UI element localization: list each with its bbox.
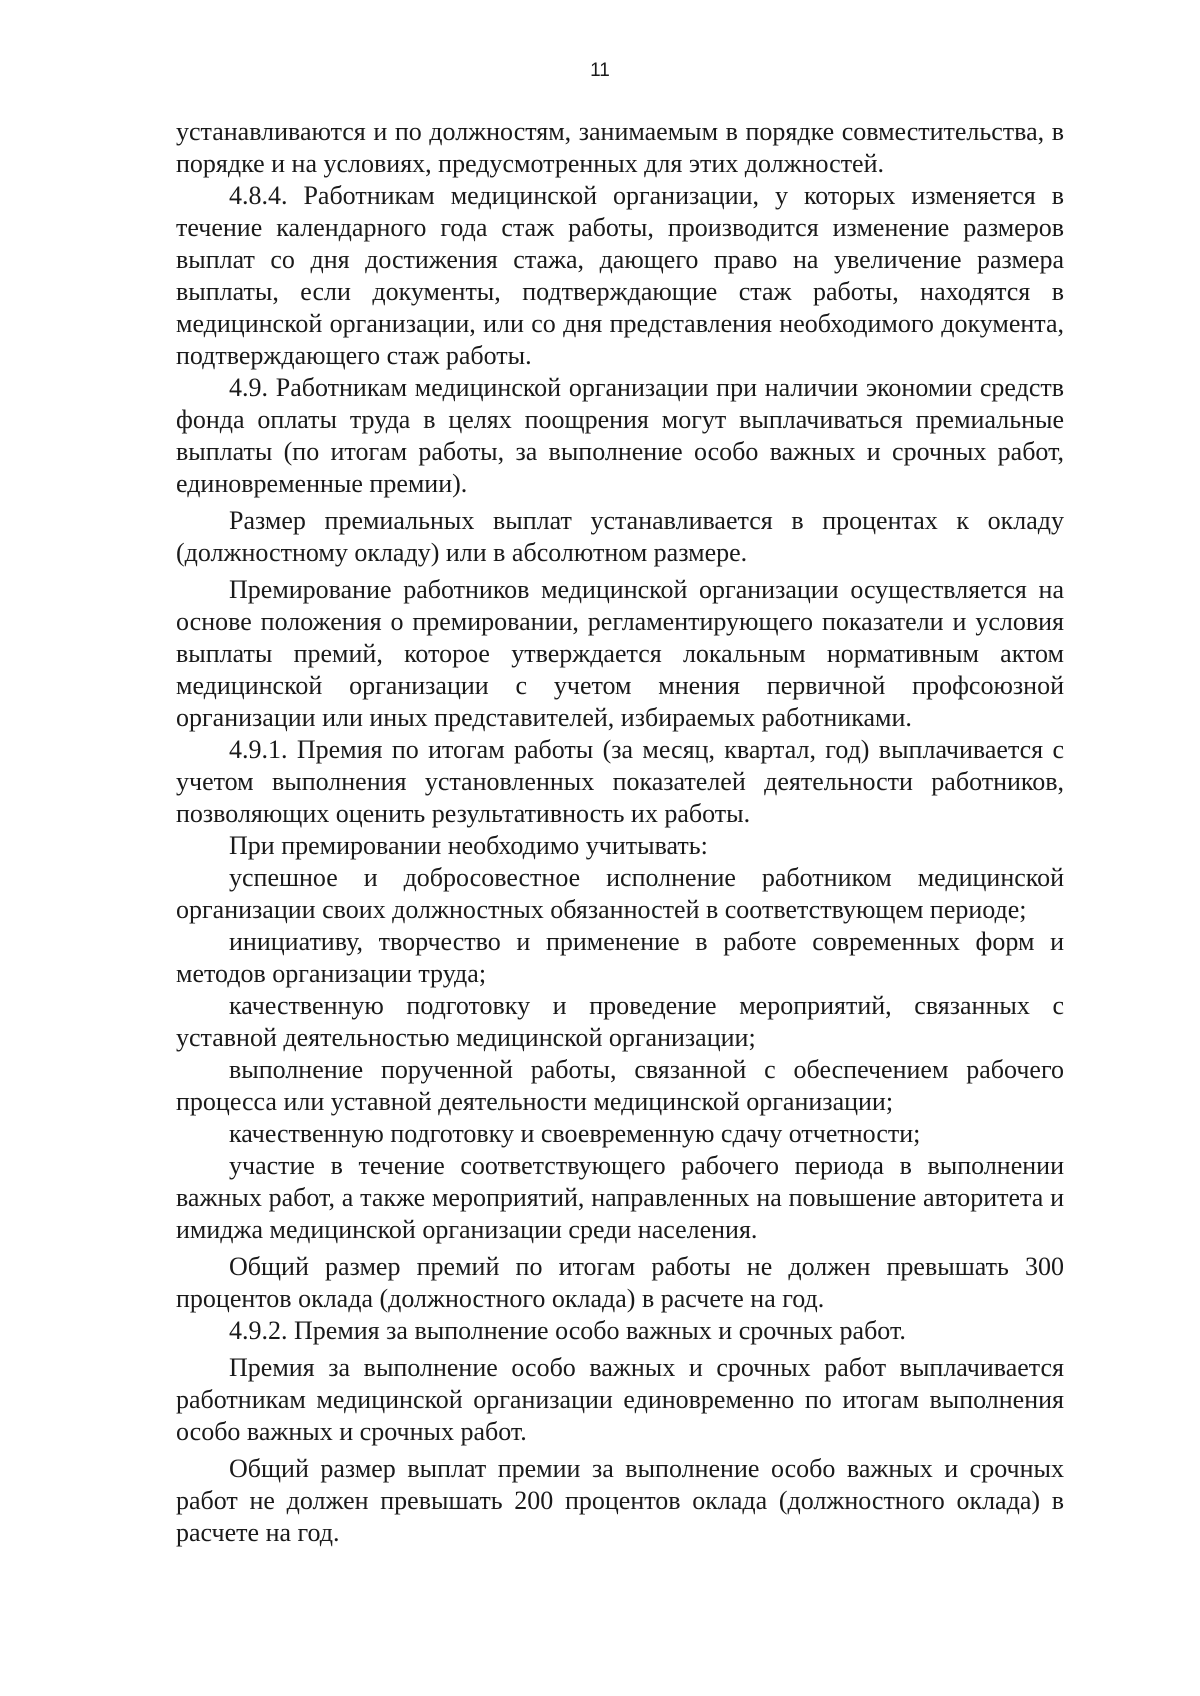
paragraph-bonus-basis: Премирование работников медицинской организации осуществляется на основе положения о премировании, регламентирующего показатели и условия выплаты премий, которое утверждается локальным нормативным актом медицинской организации с учетом мнения первичной профсоюзной организации или иных представителей, избираемых работниками. [176, 575, 1064, 732]
page-number: 11 [590, 60, 610, 81]
paragraph-continuation: устанавливаются и по должностям, занимаемым в порядке совместительства, в порядке и на условиях, предусмотренных для этих должностей. [176, 117, 1064, 178]
paragraph-4-9: 4.9. Работникам медицинской организации при наличии экономии средств фонда оплаты труда в целях поощрения могут выплачиваться премиальные выплаты (по итогам работы, за выполнение особо важных и срочных работ, единовременные премии). [176, 373, 1064, 498]
paragraph-bonus-size: Размер премиальных выплат устанавливается в процентах к окладу (должностному окладу) или в абсолютном размере. [176, 506, 1064, 567]
list-item-criterion: инициативу, творчество и применение в работе современных форм и методов организации труда; [176, 927, 1064, 988]
paragraph-4-9-1: 4.9.1. Премия по итогам работы (за месяц, квартал, год) выплачивается с учетом выполнения установленных показателей деятельности работников, позволяющих оценить результативность их работы. [176, 735, 1064, 828]
paragraph-4-9-2: 4.9.2. Премия за выполнение особо важных и срочных работ. [229, 1316, 906, 1345]
paragraph-urgent-bonus: Премия за выполнение особо важных и срочных работ выплачивается работникам медицинской организации единовременно по итогам выполнения особо важных и срочных работ. [176, 1353, 1064, 1446]
list-item-criterion: участие в течение соответствующего рабочего периода в выполнении важных работ, а также мероприятий, направленных на повышение авторитета и имиджа медицинской организации среди населения. [176, 1151, 1064, 1244]
list-item-criterion: качественную подготовку и своевременную сдачу отчетности; [229, 1119, 921, 1148]
paragraph-bonus-limit-300: Общий размер премий по итогам работы не должен превышать 300 процентов оклада (должностного оклада) в расчете на год. [176, 1252, 1064, 1313]
list-item-criterion: качественную подготовку и проведение мероприятий, связанных с уставной деятельностью медицинской организации; [176, 991, 1064, 1052]
document-body [176, 116, 1064, 1549]
paragraph-criteria-intro: При премировании необходимо учитывать: [229, 831, 708, 860]
list-item-criterion: успешное и добросовестное исполнение работником медицинской организации своих должностных обязанностей в соответствующем периоде; [176, 863, 1064, 924]
paragraph-bonus-limit-200: Общий размер выплат премии за выполнение особо важных и срочных работ не должен превышать 200 процентов оклада (должностного оклада) в расчете на год. [176, 1454, 1064, 1547]
paragraph-4-8-4: 4.8.4. Работникам медицинской организации, у которых изменяется в течение календарного года стаж работы, производится изменение размеров выплат со дня достижения стажа, дающего право на увеличение размера выплаты, если документы, подтверждающие стаж работы, находятся в медицинской организации, или со дня представления необходимого документа, подтверждающего стаж работы. [176, 181, 1064, 370]
list-item-criterion: выполнение порученной работы, связанной с обеспечением рабочего процесса или уставной деятельности медицинской организации; [176, 1055, 1064, 1116]
